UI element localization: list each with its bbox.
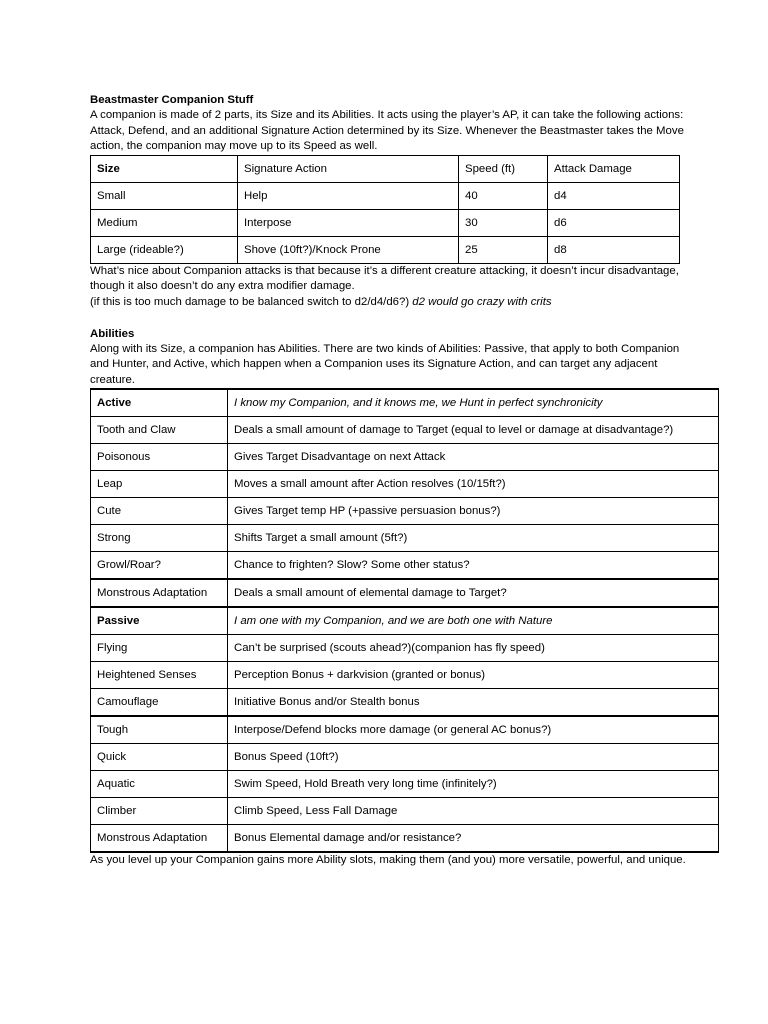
abilities-intro: Along with its Size, a companion has Abilities. There are two kinds of Abilities: Passive, that apply to both Companion and Hunter, and Active, which happen when a Companion uses its Signature Action, and can target any adjacent creature. [90,342,680,386]
size-table-header-row [91,155,680,182]
ability-name: Leap [91,471,228,498]
signature-action-cell: Help [238,182,459,209]
attack-damage-cell: d8 [548,236,680,263]
ability-effect: Swim Speed, Hold Breath very long time (infinitely?) [228,771,719,798]
speed-cell: 40 [459,182,548,209]
ability-row [91,417,719,444]
ability-effect: Interpose/Defend blocks more damage (or general AC bonus?) [228,716,719,744]
ability-name: Poisonous [91,444,228,471]
ability-name: Aquatic [91,771,228,798]
size-table-header: Speed (ft) [459,155,548,182]
speed-cell: 25 [459,236,548,263]
attack-damage-cell: d6 [548,209,680,236]
ability-name: Strong [91,525,228,552]
closing-paragraph: As you level up your Companion gains more Ability slots, making them (and you) more versatile, powerful, and unique. [90,854,686,867]
ability-row [91,471,719,498]
ability-effect: Perception Bonus + darkvision (granted or bonus) [228,662,719,689]
ability-group-motto: I am one with my Companion, and we are both one with Nature [228,607,719,635]
speed-cell: 30 [459,209,548,236]
ability-effect: Can’t be surprised (scouts ahead?)(companion has fly speed) [228,635,719,662]
ability-row [91,498,719,525]
size-cell: Small [91,182,238,209]
ability-effect: Climb Speed, Less Fall Damage [228,798,719,825]
signature-action-cell: Shove (10ft?)/Knock Prone [238,236,459,263]
ability-group-header-row [91,607,719,635]
size-table-row [91,209,680,236]
ability-row [91,444,719,471]
intro-paragraph: A companion is made of 2 parts, its Size and its Abilities. It acts using the player’s AP, it can take the following actions: Attack, Defend, and an additional Signature Action determined by its Size. Whenever the Beastmaster takes the Move action, the companion may move up to its Speed as well. [90,109,684,153]
ability-effect: Moves a small amount after Action resolves (10/15ft?) [228,471,719,498]
ability-row [91,579,719,607]
ability-group-motto: I know my Companion, and it knows me, we Hunt in perfect synchronicity [228,389,719,417]
ability-row [91,798,719,825]
ability-name: Camouflage [91,689,228,717]
damage-balance-text: (if this is too much damage to be balanced switch to d2/d4/d6?) [90,295,413,308]
size-table-header: Size [91,155,238,182]
ability-name: Flying [91,635,228,662]
damage-balance-aside: d2 would go crazy with crits [412,295,552,308]
ability-effect: Chance to frighten? Slow? Some other status? [228,552,719,580]
ability-name: Heightened Senses [91,662,228,689]
size-table-header: Signature Action [238,155,459,182]
ability-name: Climber [91,798,228,825]
ability-effect: Gives Target temp HP (+passive persuasion bonus?) [228,498,719,525]
ability-name: Growl/Roar? [91,552,228,580]
ability-effect: Gives Target Disadvantage on next Attack [228,444,719,471]
ability-name: Monstrous Adaptation [91,579,228,607]
ability-name: Tough [91,716,228,744]
document-title: Beastmaster Companion Stuff [90,94,254,106]
signature-action-cell: Interpose [238,209,459,236]
ability-row [91,825,719,853]
ability-name: Tooth and Claw [91,417,228,444]
attack-damage-cell: d4 [548,182,680,209]
ability-row [91,525,719,552]
ability-effect: Bonus Elemental damage and/or resistance? [228,825,719,853]
size-table [90,155,680,264]
document-page [90,93,690,869]
ability-group-name: Passive [91,607,228,635]
ability-group-header-row [91,389,719,417]
ability-row [91,716,719,744]
ability-effect: Deals a small amount of damage to Target (equal to level or damage at disadvantage?) [228,417,719,444]
size-table-row [91,182,680,209]
size-table-header: Attack Damage [548,155,680,182]
abilities-table [90,388,719,853]
ability-effect: Bonus Speed (10ft?) [228,744,719,771]
ability-effect: Shifts Target a small amount (5ft?) [228,525,719,552]
section-spacer [90,311,690,327]
companion-attacks-note: What’s nice about Companion attacks is that because it’s a different creature attacking, it doesn’t incur disadvantage, though it also doesn’t do any extra modifier damage. [90,264,679,293]
ability-name: Monstrous Adaptation [91,825,228,853]
abilities-heading: Abilities [90,327,135,340]
ability-name: Quick [91,744,228,771]
ability-row [91,552,719,580]
ability-row [91,744,719,771]
ability-group-name: Active [91,389,228,417]
ability-row [91,771,719,798]
size-cell: Large (rideable?) [91,236,238,263]
size-cell: Medium [91,209,238,236]
ability-row [91,662,719,689]
damage-balance-note [90,295,690,311]
ability-name: Cute [91,498,228,525]
ability-row [91,635,719,662]
ability-effect: Deals a small amount of elemental damage to Target? [228,579,719,607]
abilities-table-body [91,389,719,852]
ability-effect: Initiative Bonus and/or Stealth bonus [228,689,719,717]
ability-row [91,689,719,717]
size-table-row [91,236,680,263]
